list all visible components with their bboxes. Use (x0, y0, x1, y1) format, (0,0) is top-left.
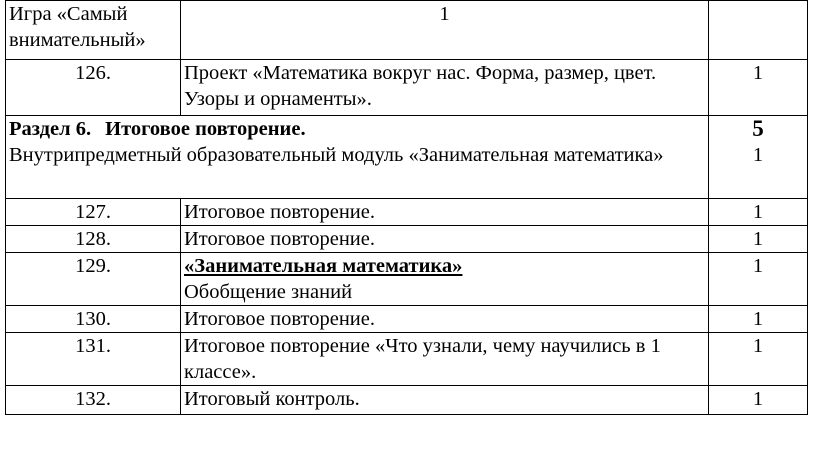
cell-section-hours (709, 116, 808, 199)
cell-number-129 (6, 253, 181, 306)
lesson-hours: 1 (752, 228, 764, 250)
section-module-hours: 1 (752, 144, 764, 166)
lesson-topic: Итоговое повторение «Что узнали, чему научились в 1 классе». (184, 335, 661, 383)
lesson-topic: Итоговое повторение. (184, 308, 375, 330)
table-row-128 (6, 226, 808, 253)
table-row-game (6, 1, 808, 60)
table-row-127 (6, 199, 808, 226)
cell-hours-127 (709, 199, 808, 226)
cell-number-132 (6, 386, 181, 415)
lesson-topic-sub: Обобщение знаний (184, 281, 353, 303)
lesson-plan-table (5, 0, 808, 415)
cell-hours-131 (709, 333, 808, 386)
cell-section-title (6, 116, 709, 199)
section-title-prefix: Раздел 6. (9, 118, 92, 140)
lesson-topic: Итоговое повторение. (184, 228, 375, 250)
table-row-132 (6, 386, 808, 415)
section-total-hours: 5 (752, 116, 764, 141)
cell-number-127 (6, 199, 181, 226)
cell-topic-132 (181, 386, 709, 415)
cell-topic-130 (181, 306, 709, 333)
lesson-number: 126. (75, 62, 111, 84)
lesson-number: 131. (75, 335, 111, 357)
cell-number-126 (6, 60, 181, 116)
lesson-topic: Итоговый контроль. (184, 388, 360, 410)
section-module-text: Внутрипредметный образовательный модуль «Занимательная математика» (9, 144, 664, 166)
lesson-number: 132. (75, 388, 111, 410)
lesson-hours: 1 (752, 308, 764, 330)
cell-hours-130 (709, 306, 808, 333)
cell-hours-128 (709, 226, 808, 253)
cell-game-empty (709, 1, 808, 60)
cell-topic-129 (181, 253, 709, 306)
cell-game-label (6, 1, 181, 60)
lesson-topic-module: «Занимательная математика» (184, 255, 463, 277)
lesson-number: 127. (75, 201, 111, 223)
lesson-number: 128. (75, 228, 111, 250)
cell-topic-126 (181, 60, 709, 116)
lesson-hours: 1 (752, 335, 764, 357)
lesson-hours: 1 (752, 255, 764, 277)
lesson-topic: Проект «Математика вокруг нас. Форма, размер, цвет. Узоры и орнаменты». (184, 62, 657, 110)
table-row-129 (6, 253, 808, 306)
cell-game-count (181, 1, 709, 60)
cell-topic-128 (181, 226, 709, 253)
lesson-hours: 1 (752, 201, 764, 223)
game-label: Игра «Самый внимательный» (9, 3, 146, 51)
cell-hours-126 (709, 60, 808, 116)
lesson-hours: 1 (752, 388, 764, 410)
table-row-section-6 (6, 116, 808, 199)
table-row-130 (6, 306, 808, 333)
table-row-126 (6, 60, 808, 116)
cell-topic-131 (181, 333, 709, 386)
game-count: 1 (439, 3, 450, 25)
lesson-number: 129. (75, 255, 111, 277)
cell-number-130 (6, 306, 181, 333)
lesson-hours: 1 (752, 62, 764, 84)
cell-hours-129 (709, 253, 808, 306)
lesson-topic: Итоговое повторение. (184, 201, 375, 223)
section-title: Итоговое повторение. (105, 118, 306, 140)
table-row-131 (6, 333, 808, 386)
cell-hours-132 (709, 386, 808, 415)
cell-number-128 (6, 226, 181, 253)
cell-topic-127 (181, 199, 709, 226)
cell-number-131 (6, 333, 181, 386)
lesson-number: 130. (75, 308, 111, 330)
